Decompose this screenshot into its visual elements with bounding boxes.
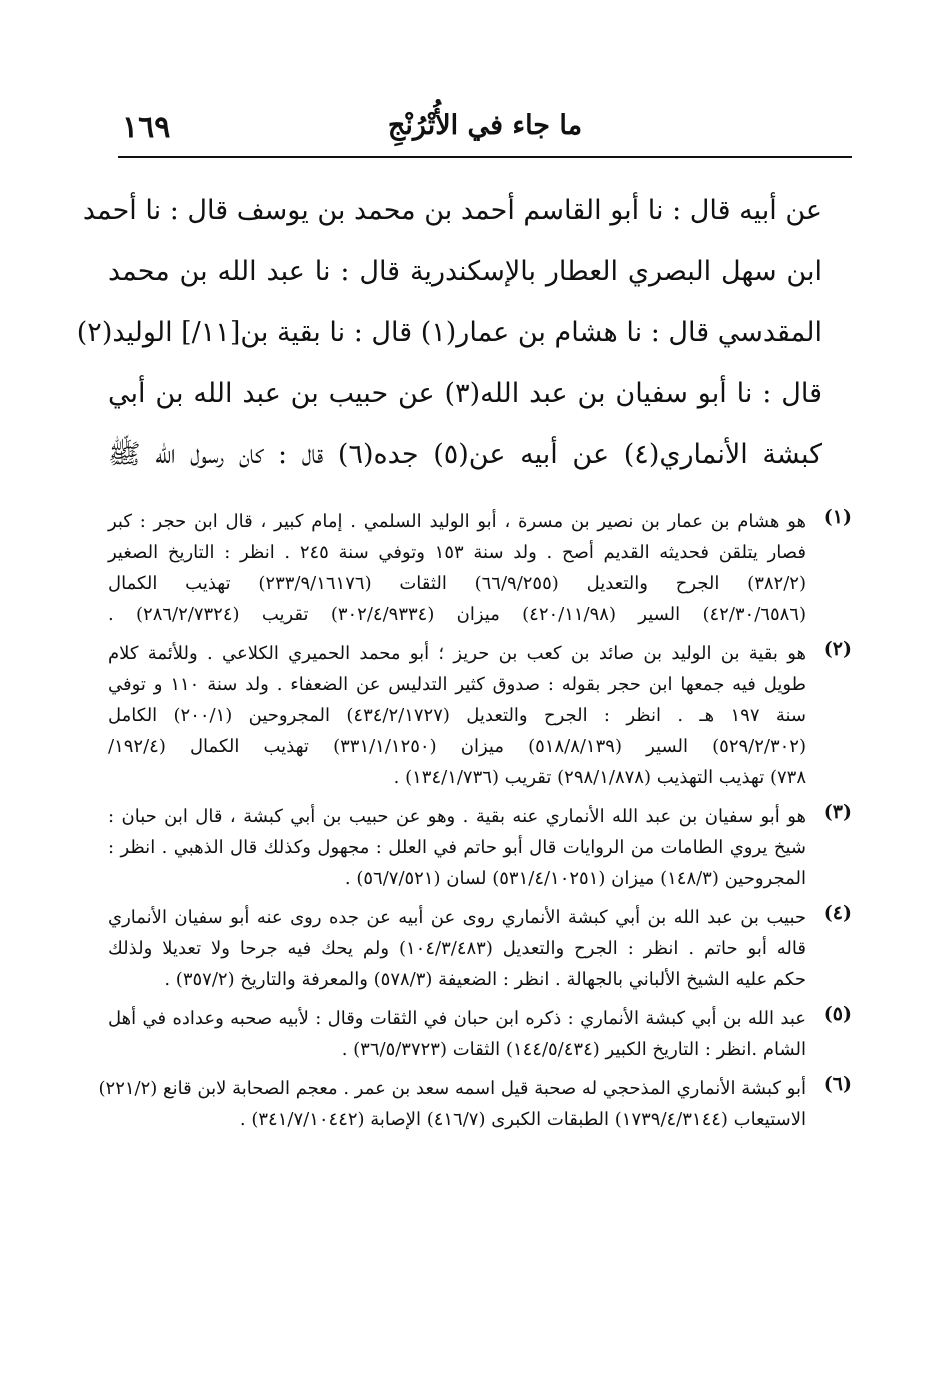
footnote-4	[108, 902, 852, 995]
footnote-number: (١)	[823, 506, 852, 528]
footnote-3	[108, 801, 852, 894]
footnote-line: شيخ يروي الطامات من الروايات قال أبو حاتم في العلل : مجهول وكذلك قال الذهبي . انظر :	[108, 837, 806, 858]
main-text-line: المقدسي قال : نا هشام بن عمار(١) قال : نا بقية بن[١١/] الوليد(٢)	[76, 317, 822, 348]
footnote-line: هو أبو سفيان بن عبد الله الأنماري عنه بقية . وهو عن حبيب بن أبي كبشة ، قال ابن حبان :	[108, 806, 806, 827]
footnote-line: طويل فيه جمعها ابن حجر بقوله : صدوق كثير التدليس عن الضعفاء . ولد سنة ١١٠ و توفي	[108, 674, 806, 695]
footnote-line: ٧٣٨) تهذيب التهذيب (٢٩٨/١/٨٧٨) تقريب (١٣٤/١/٧٣٦) .	[393, 767, 806, 788]
main-text-line: كبشة الأنماري(٤) عن أبيه عن(٥) جده(٦) قال : كان رسول الله ﷺ	[108, 439, 822, 470]
footnote-line: حكم عليه الشيخ الألباني بالجهالة . انظر : الضعيفة (٥٧٨/٣) والمعرفة والتاريخ (٣٥٧/٢) .	[164, 969, 806, 990]
page-header	[118, 98, 852, 158]
footnote-number: (٢)	[823, 638, 852, 660]
footnote-6	[98, 1073, 852, 1135]
footnote-number: (٣)	[823, 801, 852, 823]
footnotes	[98, 506, 852, 1143]
main-text-line: قال : نا أبو سفيان بن عبد الله(٣) عن حبيب بن عبد الله بن أبي	[108, 378, 822, 409]
footnote-line: المجروحين (١٤٨/٣) ميزان (٥٣١/٤/١٠٢٥١) لسان (٥٦/٧/٥٢١) .	[344, 868, 806, 889]
footnote-line: (٤٢/٣٠/٦٥٨٦) السير (٤٢٠/١١/٩٨) ميزان (٣٠٢/٤/٩٣٣٤) تقريب (٢٨٦/٢/٧٣٢٤) .	[108, 604, 806, 625]
footnote-line: قاله أبو حاتم . انظر : الجرح والتعديل (١٠٤/٣/٤٨٣) ولم يحك فيه جرحا ولا تعديلا ولذلك	[108, 938, 806, 959]
main-text	[76, 180, 822, 485]
footnote-line: (٣٨٢/٢) الجرح والتعديل (٦٦/٩/٢٥٥) الثقات (٢٣٣/٩/١٦١٧٦) تهذيب الكمال	[108, 573, 806, 594]
footnote-number: (٦)	[823, 1073, 852, 1095]
footnote-line: عبد الله بن أبي كبشة الأنماري : ذكره ابن حبان في الثقات وقال : لأبيه صحبه وعداده في أهل	[108, 1008, 806, 1029]
footnote-2	[108, 638, 852, 793]
footnote-number: (٤)	[823, 902, 852, 924]
page-number: ١٦٩	[122, 110, 171, 145]
footnote-line: الاستيعاب (١٧٣٩/٤/٣١٤٤) الطبقات الكبرى (٤١٦/٧) الإصابة (٣٤١/٧/١٠٤٤٢) .	[239, 1109, 806, 1130]
footnote-1	[108, 506, 852, 630]
footnote-line: (٥٢٩/٢/٣٠٢) السير (٥١٨/٨/١٣٩) ميزان (٣٣١/١/١٢٥٠) تهذيب الكمال (١٩٢/٤/	[108, 736, 806, 757]
footnote-line: سنة ١٩٧ هـ . انظر : الجرح والتعديل (٤٣٤/٢/١٧٢٧) المجروحين (٢٠٠/١) الكامل	[108, 705, 807, 726]
running-title: ما جاء في الأُتْرُنْجِ	[387, 110, 583, 141]
footnote-line: أبو كبشة الأنماري المذحجي له صحبة قيل اسمه سعد بن عمر . معجم الصحابة لابن قانع (٢٢١/٢)	[98, 1078, 806, 1099]
footnote-line: هو هشام بن عمار بن نصير بن مسرة ، أبو الوليد السلمي . إمام كبير ، قال ابن حجر : كبر	[108, 511, 806, 532]
footnote-line: هو بقية بن الوليد بن صائد بن كعب بن حريز ؛ أبو محمد الحميري الكلاعي . وللأئمة كلام	[108, 643, 806, 664]
footnote-line: فصار يتلقن فحديثه القديم أصح . ولد سنة ١٥٣ وتوفي سنة ٢٤٥ . انظر : التاريخ الصغير	[108, 542, 807, 563]
footnote-number: (٥)	[823, 1003, 852, 1025]
footnote-5	[108, 1003, 852, 1065]
main-text-line: ابن سهل البصري العطار بالإسكندرية قال : نا عبد الله بن محمد	[108, 256, 822, 287]
main-text-line: عن أبيه قال : نا أبو القاسم أحمد بن محمد بن يوسف قال : نا أحمد	[82, 195, 822, 226]
footnote-line: حبيب بن عبد الله بن أبي كبشة الأنماري روى عن أبيه عن جده روى عنه أبو سفيان الأنماري	[108, 907, 806, 928]
footnote-line: الشام .انظر : التاريخ الكبير (١٤٤/٥/٤٣٤) الثقات (٣٦/٥/٣٧٢٣) .	[341, 1039, 806, 1060]
